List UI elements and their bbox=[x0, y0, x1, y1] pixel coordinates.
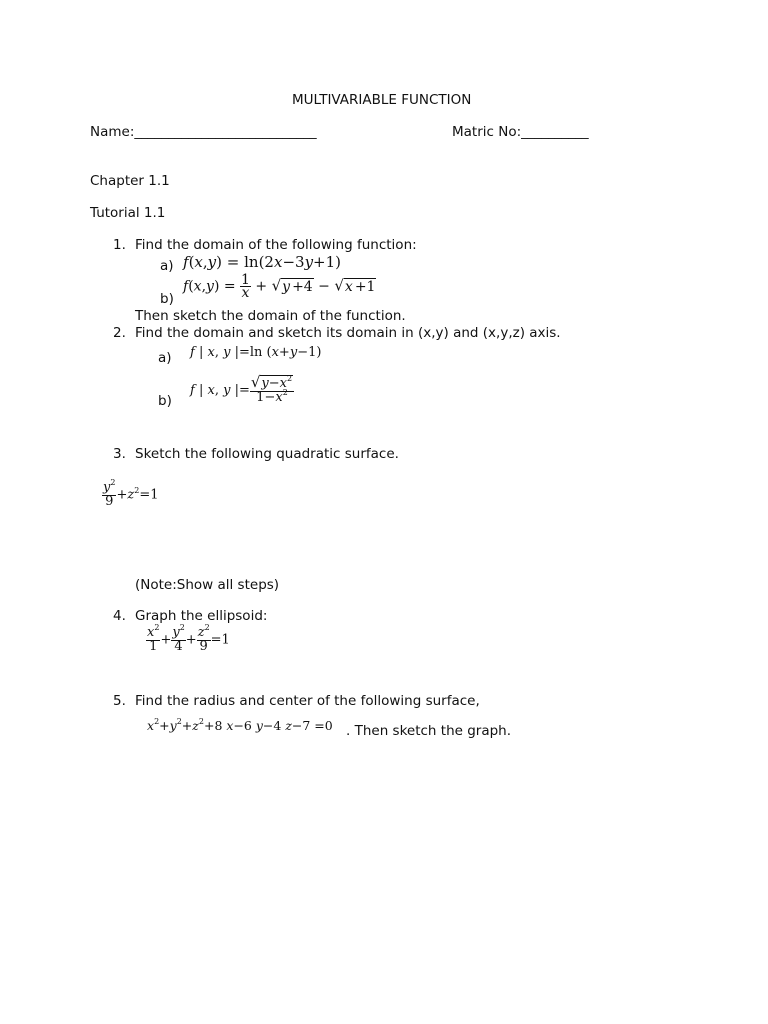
q1b-formula: f(x,y) = $\frac{1}{x}$ + √y +4 − √x +1 bbox=[183, 272, 376, 301]
q1a-label: a) bbox=[160, 258, 174, 274]
tutorial-heading: Tutorial 1.1 bbox=[90, 205, 166, 221]
chapter-heading: Chapter 1.1 bbox=[90, 173, 170, 189]
q3-formula: $\frac{y^2}{9}$ $+z^2=1$ bbox=[103, 478, 159, 509]
name-field-label: Name:___________________________ bbox=[90, 124, 317, 140]
q2b-label: b) bbox=[158, 393, 172, 409]
q1-number: 1. bbox=[113, 237, 126, 253]
q5-number: 5. bbox=[113, 693, 126, 709]
matric-field-label: Matric No:__________ bbox=[452, 124, 589, 140]
q1b-label: b) bbox=[160, 291, 174, 307]
page-title: MULTIVARIABLE FUNCTION bbox=[292, 92, 472, 108]
q3-number: 3. bbox=[113, 446, 126, 462]
q1-after-text: Then sketch the domain of the function. bbox=[135, 308, 406, 324]
q2-number: 2. bbox=[113, 325, 126, 341]
q5-formula: $x^2+y^2+z^2+8$ x−6 y−4 z−7 =0 bbox=[147, 717, 333, 733]
q5-text: Find the radius and center of the following surface, bbox=[135, 693, 480, 709]
q3-text: Sketch the following quadratic surface. bbox=[135, 446, 399, 462]
q4-formula: $\frac{x^2}{1}$ + $\frac{y^2}{4}$ + $\frac{z^2}{9}$ =1 bbox=[147, 623, 230, 654]
q2b-formula: f | x, y |= $\frac{√y-x^2}{1-x^2}$ bbox=[190, 373, 293, 405]
q5-after-text: . Then sketch the graph. bbox=[346, 723, 512, 739]
q2a-label: a) bbox=[158, 350, 172, 366]
q2-text: Find the domain and sketch its domain in (x,y) and (x,y,z) axis. bbox=[135, 325, 561, 341]
q4-number: 4. bbox=[113, 608, 126, 624]
q1-text: Find the domain of the following function: bbox=[135, 237, 417, 253]
q2a-formula: f | x, y |=ln (x+y−1) bbox=[190, 345, 322, 360]
note-text: (Note:Show all steps) bbox=[135, 577, 280, 593]
q1a-formula: f(x,y) = ln(2x−3y+1) bbox=[183, 253, 342, 271]
q4-text: Graph the ellipsoid: bbox=[135, 608, 268, 624]
